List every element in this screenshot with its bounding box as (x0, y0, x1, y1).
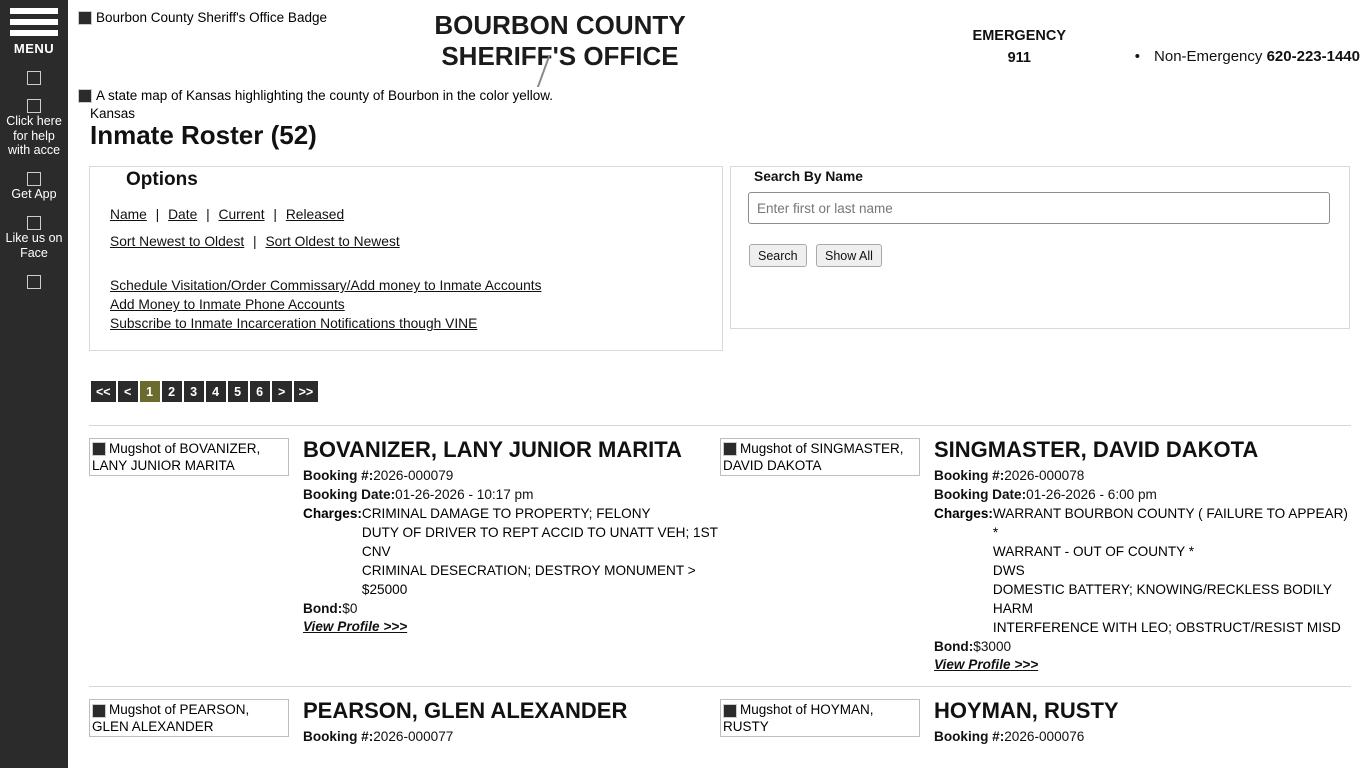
separator: | (206, 207, 210, 222)
sidebar-item-accessibility-help[interactable] (0, 99, 68, 158)
charge-item: WARRANT BOURBON COUNTY ( FAILURE TO APPEAR) * (992, 506, 1348, 541)
inmate-details (934, 438, 1351, 674)
sheriff-badge-alt-text: Bourbon County Sheriff's Office Badge (96, 10, 327, 25)
hamburger-bar (10, 30, 58, 36)
broken-image-icon (27, 99, 41, 113)
bond-value: $0 (342, 601, 358, 617)
inmate-card (720, 438, 1351, 674)
bullet-icon: • (1134, 48, 1141, 65)
sheriff-badge-image (78, 10, 327, 25)
separator: | (155, 207, 160, 222)
sort-oldest-to-newest-link[interactable]: Sort Oldest to Newest (265, 234, 400, 249)
non-emergency-label: Non-Emergency (1154, 48, 1263, 65)
sort-link-current[interactable]: Current (218, 207, 265, 222)
booking-date-label: Booking Date: (303, 487, 396, 503)
booking-date-value: 01-26-2026 - 10:17 pm (395, 487, 534, 503)
booking-number-label: Booking #: (934, 468, 1005, 484)
mugshot-alt-text: Mugshot of BOVANIZER, LANY JUNIOR MARITA (92, 441, 261, 473)
booking-date-label: Booking Date: (934, 487, 1027, 503)
broken-image-icon (78, 89, 92, 103)
sidebar-item-label: Like us on Face (5, 231, 63, 260)
inmate-details (303, 699, 720, 746)
hamburger-menu-icon[interactable] (0, 0, 68, 36)
charge-item: DWS (992, 563, 1025, 579)
broken-image-icon (27, 71, 41, 85)
header-divider (483, 55, 573, 87)
bond-field (303, 599, 720, 618)
booking-number-value: 2026-000078 (1004, 468, 1085, 484)
site-header (68, 0, 1366, 86)
booking-number-field (934, 466, 1351, 485)
inmate-mugshot (89, 699, 289, 737)
booking-number-value: 2026-000079 (373, 468, 454, 484)
separator: | (273, 207, 277, 222)
sidebar-item-broken-image-2[interactable] (0, 274, 68, 289)
inmate-details (934, 699, 1351, 746)
org-title-line-1: BOURBON COUNTY (434, 10, 686, 40)
visitation-commissary-link[interactable]: Schedule Visitation/Order Commissary/Add money to Inmate Accounts (110, 278, 542, 293)
inmate-name: SINGMASTER, DAVID DAKOTA (934, 437, 1259, 462)
booking-number-value: 2026-000076 (1004, 729, 1085, 745)
inmate-card (89, 699, 720, 746)
charges-values (362, 504, 720, 599)
sort-link-date[interactable]: Date (168, 207, 198, 222)
charges-label: Charges: (934, 506, 993, 522)
bond-label: Bond: (934, 639, 974, 655)
booking-number-value: 2026-000077 (373, 729, 454, 745)
page-button-3[interactable]: 3 (184, 381, 204, 402)
page-title: Inmate Roster (52) (90, 120, 317, 150)
charge-item: CRIMINAL DAMAGE TO PROPERTY; FELONY (361, 506, 651, 522)
charge-item: DUTY OF DRIVER TO REPT ACCID TO UNATT VEH; 1ST CNV (361, 525, 718, 560)
bond-field (934, 637, 1351, 656)
sidebar-item-label: Get App (11, 187, 57, 202)
sort-field-links (110, 207, 344, 222)
inmate-mugshot (720, 438, 920, 476)
table-row (89, 686, 1351, 746)
page-prev-button[interactable]: < (118, 381, 138, 402)
charges-values (993, 504, 1351, 637)
sidebar-item-label: Click here for help with acce (6, 114, 62, 158)
broken-image-icon (92, 442, 106, 456)
pagination (91, 381, 318, 402)
view-profile-link[interactable]: View Profile >>> (934, 657, 1039, 673)
hamburger-bar (10, 8, 58, 14)
sort-order-links (110, 234, 400, 249)
emergency-number: 911 (1007, 49, 1031, 66)
inmate-mugshot (720, 699, 920, 737)
charge-item: INTERFERENCE WITH LEO; OBSTRUCT/RESIST MISD (992, 620, 1341, 636)
table-row (89, 425, 1351, 674)
sidebar-item-get-app[interactable] (0, 172, 68, 202)
booking-number-field (303, 466, 720, 485)
booking-number-field (303, 727, 720, 746)
inmate-card (720, 699, 1351, 746)
broken-image-icon (723, 704, 737, 718)
options-legend: Options (118, 169, 206, 191)
menu-label: MENU (13, 41, 55, 56)
broken-image-icon (27, 216, 41, 230)
county-map-image (78, 88, 553, 103)
org-title-line-2: SHERIFF'S OFFICE (441, 41, 679, 72)
charges-field (934, 504, 1351, 637)
non-emergency-block (1135, 48, 1360, 65)
broken-image-icon (27, 275, 41, 289)
booking-number-label: Booking #: (303, 729, 374, 745)
bond-value: $3000 (973, 639, 1012, 655)
view-profile-link[interactable]: View Profile >>> (303, 619, 408, 635)
broken-image-icon (92, 704, 106, 718)
charge-item: WARRANT - OUT OF COUNTY * (992, 544, 1195, 560)
charge-item: DOMESTIC BATTERY; KNOWING/RECKLESS BODILY HARM (992, 582, 1332, 617)
booking-date-field (303, 485, 720, 504)
sort-link-name[interactable]: Name (110, 207, 147, 222)
hamburger-bar (10, 19, 58, 25)
sidebar-item-broken-image-1[interactable] (0, 70, 68, 85)
inmate-name: BOVANIZER, LANY JUNIOR MARITA (303, 437, 682, 462)
sort-newest-to-oldest-link[interactable]: Sort Newest to Oldest (110, 234, 245, 249)
bond-label: Bond: (303, 601, 343, 617)
sidebar-item-facebook-like[interactable] (0, 216, 68, 260)
non-emergency-number[interactable]: 620-223-1440 (1266, 48, 1360, 65)
page-first-button[interactable]: << (91, 381, 116, 402)
show-all-button[interactable]: Show All (816, 244, 882, 267)
search-legend: Search By Name (748, 169, 869, 184)
emergency-block (973, 26, 1066, 70)
inmate-mugshot (89, 438, 289, 476)
page-button-6[interactable]: 6 (250, 381, 270, 402)
page-button-2[interactable]: 2 (162, 381, 182, 402)
inmate-card (89, 438, 720, 674)
inmate-roster-list (89, 425, 1351, 746)
options-service-links (110, 276, 541, 333)
map-caption: Kansas (90, 106, 136, 121)
booking-number-label: Booking #: (934, 729, 1005, 745)
booking-number-label: Booking #: (303, 468, 374, 484)
page-button-1[interactable]: 1 (140, 381, 160, 402)
sort-link-released[interactable]: Released (285, 207, 345, 222)
left-sidebar (0, 0, 68, 768)
emergency-label: EMERGENCY (972, 28, 1066, 44)
search-button[interactable]: Search (749, 244, 807, 267)
mugshot-alt-text: Mugshot of SINGMASTER, DAVID DAKOTA (723, 441, 904, 473)
inmate-name: PEARSON, GLEN ALEXANDER (303, 698, 628, 724)
inmate-details (303, 438, 720, 636)
page-button-5[interactable]: 5 (228, 381, 248, 402)
mugshot-alt-text: Mugshot of HOYMAN, RUSTY (723, 702, 874, 735)
booking-date-value: 01-26-2026 - 6:00 pm (1026, 487, 1157, 503)
charges-field (303, 504, 720, 599)
page-next-button[interactable]: > (272, 381, 292, 402)
page-last-button[interactable]: >> (294, 381, 319, 402)
charge-item: CRIMINAL DESECRATION; DESTROY MONUMENT > $25000 (361, 563, 696, 598)
inmate-name: HOYMAN, RUSTY (934, 698, 1119, 724)
page-button-4[interactable]: 4 (206, 381, 226, 402)
mugshot-alt-text: Mugshot of PEARSON, GLEN ALEXANDER (92, 702, 250, 735)
county-map-alt-text: A state map of Kansas highlighting the county of Bourbon in the color yellow. (96, 88, 554, 103)
booking-number-field (934, 727, 1351, 746)
vine-notifications-link[interactable]: Subscribe to Inmate Incarceration Notifications though VINE (110, 316, 478, 331)
broken-image-icon (723, 442, 737, 456)
inmate-phone-accounts-link[interactable]: Add Money to Inmate Phone Accounts (110, 297, 345, 312)
broken-image-icon (27, 172, 41, 186)
broken-image-icon (78, 11, 92, 25)
charges-label: Charges: (303, 506, 362, 522)
separator: | (253, 234, 257, 249)
booking-date-field (934, 485, 1351, 504)
search-input[interactable] (748, 192, 1330, 224)
